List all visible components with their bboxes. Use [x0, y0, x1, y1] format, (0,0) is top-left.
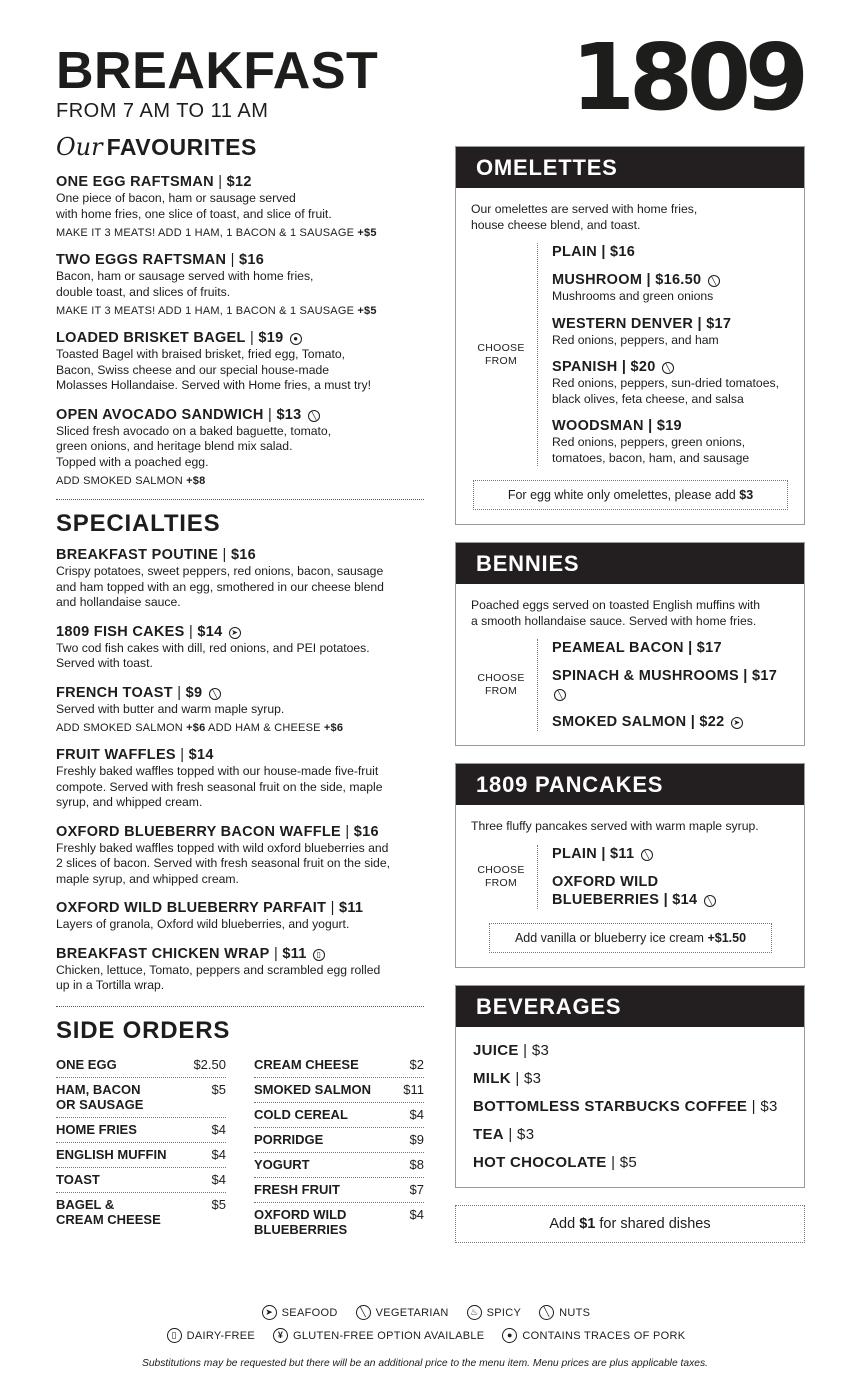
ice-cream-note-price: +$1.50	[707, 930, 747, 945]
item-description: Sliced fresh avocado on a baked baguette, tomato, green onions, and heritage blend mix salad. Topped with a poached egg.	[56, 423, 332, 469]
item-title: BREAKFAST CHICKEN WRAP	[56, 945, 270, 962]
side-order-price: $7	[409, 1181, 424, 1197]
addon-label: MAKE IT 3 MEATS! ADD 1 HAM, 1 BACON & 1 SAUSAGE	[56, 227, 358, 239]
menu-item	[56, 547, 424, 611]
side-order-price: $5	[211, 1196, 226, 1212]
separator: |	[738, 668, 752, 684]
option-title: MUSHROOM	[552, 272, 643, 288]
item-title: BREAKFAST POUTINE	[56, 547, 219, 563]
separator: |	[341, 823, 354, 840]
item-name	[56, 624, 424, 641]
side-order-price: $8	[409, 1156, 424, 1172]
bennies-section	[455, 542, 805, 746]
side-order-price: $4	[409, 1106, 424, 1122]
side-order-row	[254, 1103, 424, 1128]
separator: |	[269, 945, 283, 962]
pork-icon: ●	[290, 333, 302, 345]
menu-item	[56, 747, 424, 811]
separator: |	[172, 684, 186, 701]
item-price: $16	[238, 252, 265, 268]
option-price: $11	[610, 845, 635, 862]
shared-dishes-note	[455, 1205, 805, 1243]
option-title: OXFORD WILD BLUEBERRIES	[552, 873, 660, 908]
option-title: SMOKED SALMON	[552, 714, 687, 730]
item-price: $9	[185, 684, 203, 701]
legend-item	[465, 1305, 522, 1320]
separator: |	[213, 174, 227, 190]
beverage-price: $5	[619, 1153, 638, 1171]
option-name	[552, 271, 790, 289]
separator: |	[597, 244, 611, 260]
option-name	[552, 873, 790, 909]
side-order-name: HAM, BACON OR SAUSAGE	[56, 1081, 144, 1112]
divider	[56, 499, 424, 500]
item-price: $19	[258, 330, 284, 346]
menu-option	[552, 713, 790, 731]
legend-item	[165, 1328, 255, 1343]
side-orders-heading: SIDE ORDERS	[56, 1016, 231, 1044]
side-order-price: $4	[211, 1171, 226, 1187]
beverage-name: TEA	[473, 1125, 504, 1143]
separator: |	[263, 406, 277, 423]
item-addon	[56, 722, 424, 734]
specialties-heading: SPECIALTIES	[56, 510, 221, 537]
dairy-free-icon: ▯	[313, 949, 325, 961]
side-order-row	[254, 1153, 424, 1178]
shared-note-price: $1	[579, 1215, 596, 1232]
vegetarian-icon: ╲	[641, 849, 653, 861]
right-column	[455, 24, 805, 1243]
item-name	[56, 824, 424, 841]
beverages-section	[455, 985, 805, 1188]
option-price: $16	[610, 244, 636, 260]
menu-item	[56, 252, 424, 317]
option-price: $17	[696, 640, 722, 656]
option-name	[552, 417, 790, 435]
item-description: One piece of bacon, ham or sausage served with home fries, one slice of toast, and slice of fruit.	[56, 191, 332, 221]
vegetarian-icon: ╲	[308, 410, 320, 422]
beverage-price: $3	[760, 1097, 778, 1115]
side-order-row	[254, 1203, 424, 1242]
beverage-item	[473, 1149, 787, 1177]
omelettes-intro: Our omelettes are served with home fries, house cheese blend, and toast.	[471, 202, 698, 232]
favourites-list	[56, 174, 424, 487]
item-price: $16	[230, 547, 257, 563]
divider	[56, 1006, 424, 1007]
item-name	[56, 407, 424, 424]
separator: |	[747, 1097, 761, 1115]
item-price: $11	[338, 900, 364, 916]
side-order-price: $9	[409, 1131, 424, 1147]
menu-option	[552, 358, 790, 407]
option-price: $20	[630, 359, 656, 375]
legend-row-1	[0, 1305, 850, 1320]
option-description: Red onions, peppers, sun-dried tomatoes, black olives, feta cheese, and salsa	[552, 376, 779, 406]
menu-item	[56, 624, 424, 672]
addon-price: +$5	[357, 305, 377, 317]
pancakes-section	[455, 763, 805, 968]
option-name	[552, 243, 790, 261]
side-orders-grid	[56, 1053, 424, 1242]
item-title: FRUIT WAFFLES	[56, 747, 176, 763]
pancakes-intro: Three fluffy pancakes served with warm maple syrup.	[471, 819, 759, 833]
side-order-name: OXFORD WILD BLUEBERRIES	[254, 1206, 348, 1237]
side-order-row	[56, 1078, 226, 1118]
legend-label: CONTAINS TRACES OF PORK	[522, 1329, 686, 1342]
side-order-name: PORRIDGE	[254, 1131, 324, 1147]
separator: |	[693, 315, 707, 332]
separator: |	[503, 1125, 518, 1143]
option-title: WOODSMAN	[552, 418, 644, 434]
beverage-item	[473, 1065, 787, 1093]
omelettes-heading: OMELETTES	[456, 147, 804, 188]
item-name	[56, 252, 424, 269]
footer-disclaimer: Substitutions may be requested but there will be an additional price to the menu item. Menu prices are plus applicable taxes.	[141, 1358, 709, 1369]
addon-price: +$6	[186, 722, 206, 734]
menu-item	[56, 407, 424, 488]
restaurant-logo: 1809	[570, 24, 803, 131]
item-name	[56, 547, 424, 564]
nuts-icon: ╲	[539, 1305, 554, 1320]
separator: |	[326, 900, 339, 916]
ice-cream-note	[489, 923, 772, 953]
menu-item	[56, 946, 424, 994]
beverage-name: MILK	[473, 1069, 511, 1087]
side-orders-left	[56, 1053, 226, 1242]
beverage-name: BOTTOMLESS STARBUCKS COFFEE	[473, 1097, 748, 1115]
menu-item	[56, 824, 424, 888]
shared-note-prefix: Add	[549, 1215, 576, 1232]
item-price: $16	[353, 823, 379, 840]
gluten-free-icon: ¥	[273, 1328, 288, 1343]
option-price: $19	[656, 418, 682, 434]
menu-option	[552, 271, 790, 305]
side-order-row	[56, 1053, 226, 1078]
option-description: Red onions, peppers, and ham	[552, 332, 719, 347]
side-order-row	[254, 1078, 424, 1103]
omelettes-section	[455, 146, 805, 525]
favourites-heading	[56, 133, 424, 161]
separator: |	[597, 845, 611, 862]
favourites-script: Our	[56, 133, 103, 161]
side-order-row	[56, 1118, 226, 1143]
item-title: 1809 FISH CAKES	[56, 623, 185, 640]
side-order-price: $2	[409, 1056, 424, 1072]
item-price: $11	[282, 945, 307, 962]
item-title: TWO EGGS RAFTSMAN	[56, 252, 227, 268]
shared-note-suffix: for shared dishes	[599, 1215, 711, 1232]
option-price: $16.50	[655, 272, 702, 288]
item-description: Freshly baked waffles topped with wild oxford blueberries and 2 slices of bacon. Served with fresh seasonal fruit on the side, maple syrup, and whipped cream.	[56, 840, 390, 886]
vegetarian-icon: ╲	[554, 689, 566, 701]
beverage-item	[473, 1037, 787, 1065]
pancakes-choices	[471, 845, 790, 909]
side-orders-right	[254, 1053, 424, 1242]
dairy-free-icon: ▯	[167, 1328, 182, 1343]
addon-price: +$6	[323, 722, 344, 734]
item-price: $12	[226, 174, 252, 190]
menu-option	[552, 845, 790, 863]
side-order-name: HOME FRIES	[56, 1121, 137, 1137]
side-order-name: ONE EGG	[56, 1056, 117, 1072]
item-name	[56, 900, 424, 917]
option-name	[552, 639, 790, 657]
seafood-icon: ➤	[229, 627, 241, 639]
separator: |	[226, 252, 239, 268]
legend-label: VEGETARIAN	[375, 1306, 449, 1319]
item-name	[56, 747, 424, 764]
option-price: $14	[672, 891, 698, 908]
option-title: PLAIN	[552, 244, 597, 260]
addon-label: ADD HAM & CHEESE	[208, 722, 324, 734]
item-title: OXFORD BLUEBERRY BACON WAFFLE	[56, 823, 342, 840]
option-title: SPINACH & MUSHROOMS	[552, 668, 739, 684]
option-name	[552, 315, 790, 333]
menu-item	[56, 330, 424, 394]
item-title: ONE EGG RAFTSMAN	[56, 174, 214, 190]
menu-option	[552, 667, 790, 703]
side-order-name: BAGEL & CREAM CHEESE	[56, 1196, 161, 1227]
item-name	[56, 330, 424, 347]
separator: |	[659, 891, 673, 908]
beverage-name: HOT CHOCOLATE	[473, 1153, 607, 1171]
vegetarian-icon: ╲	[662, 362, 674, 374]
side-order-name: YOGURT	[254, 1156, 310, 1172]
pancake-options	[537, 845, 790, 909]
menu-item	[56, 685, 424, 735]
choose-from-label: CHOOSE FROM	[477, 341, 525, 367]
side-order-row	[254, 1178, 424, 1203]
separator: |	[643, 418, 657, 434]
option-name	[552, 667, 790, 703]
vegetarian-icon: ╲	[356, 1305, 371, 1320]
menu-option	[552, 873, 790, 909]
vegetarian-icon: ╲	[209, 688, 221, 700]
choose-from-label: CHOOSE FROM	[477, 863, 525, 889]
addon-price: +$8	[186, 475, 206, 487]
side-order-name: CREAM CHEESE	[254, 1056, 359, 1072]
side-order-row	[56, 1143, 226, 1168]
beverages-heading: BEVERAGES	[456, 986, 804, 1027]
item-name	[56, 946, 424, 963]
option-description: Red onions, peppers, green onions, tomatoes, bacon, ham, and sausage	[552, 435, 750, 465]
legend-label: SPICY	[486, 1306, 522, 1319]
omelette-options	[537, 243, 790, 466]
menu-item	[56, 900, 424, 933]
separator: |	[617, 359, 631, 375]
legend-item	[537, 1305, 590, 1320]
seafood-icon: ➤	[262, 1305, 277, 1320]
beverages-list	[456, 1027, 804, 1187]
item-description: Freshly baked waffles topped with our house-made five-fruit compote. Served with fresh seasonal fruit on the side, maple syrup, and whipped cream.	[56, 764, 383, 809]
seafood-icon: ➤	[731, 717, 743, 729]
separator: |	[218, 547, 231, 563]
beverage-name: JUICE	[473, 1041, 519, 1059]
vegetarian-icon: ╲	[708, 275, 720, 287]
egg-white-note	[473, 480, 788, 510]
item-price: $14	[188, 747, 214, 763]
addon-label: ADD SMOKED SALMON	[56, 475, 187, 487]
item-addon	[56, 227, 424, 239]
item-price: $13	[276, 406, 302, 423]
addon-price: +$5	[357, 227, 377, 239]
separator: |	[245, 330, 259, 346]
side-order-name: COLD CEREAL	[254, 1106, 348, 1122]
menu-item	[56, 174, 424, 239]
item-description: Layers of granola, Oxford wild blueberries, and yogurt.	[56, 917, 350, 931]
pancakes-heading: 1809 PANCAKES	[456, 764, 804, 805]
legend-label: NUTS	[559, 1306, 591, 1319]
option-name	[552, 845, 790, 863]
item-title: OPEN AVOCADO SANDWICH	[56, 406, 264, 423]
egg-white-note-price: $3	[739, 488, 754, 502]
legend-label: DAIRY-FREE	[186, 1329, 256, 1342]
legend-item	[271, 1328, 484, 1343]
item-name	[56, 685, 424, 702]
legend-item	[354, 1305, 449, 1320]
favourites-title: FAVOURITES	[106, 134, 257, 160]
item-price: $14	[197, 623, 223, 640]
pork-icon: ●	[502, 1328, 517, 1343]
specialties-list	[56, 547, 424, 994]
legend-label: SEAFOOD	[281, 1306, 338, 1319]
item-description: Served with butter and warm maple syrup.	[56, 701, 285, 716]
side-order-name: SMOKED SALMON	[254, 1081, 371, 1097]
option-title: PEAMEAL BACON	[552, 640, 684, 656]
addon-label: MAKE IT 3 MEATS! ADD 1 HAM, 1 BACON & 1 SAUSAGE	[56, 305, 358, 317]
addon-label: ADD SMOKED SALMON	[56, 722, 187, 734]
legend-label: GLUTEN-FREE OPTION AVAILABLE	[293, 1329, 485, 1342]
menu-option	[552, 639, 790, 657]
bennies-options	[537, 639, 790, 731]
item-description: Bacon, ham or sausage served with home fries, double toast, and slices of fruits.	[56, 269, 314, 299]
bennies-choices	[471, 639, 790, 731]
separator: |	[518, 1041, 532, 1059]
beverage-price: $3	[531, 1041, 550, 1059]
choose-from-label: CHOOSE FROM	[477, 672, 525, 697]
side-order-row	[56, 1168, 226, 1193]
egg-white-note-text: For egg white only omelettes, please add	[507, 488, 736, 502]
separator: |	[686, 714, 700, 730]
beverage-price: $3	[517, 1125, 535, 1143]
item-addon	[56, 305, 424, 317]
separator: |	[683, 640, 697, 656]
item-description: Toasted Bagel with braised brisket, fried egg, Tomato, Bacon, Swiss cheese and our special house-made Molasses Hollandaise. Served with Home fries, a must try!	[56, 347, 371, 392]
legend-row-2	[0, 1328, 850, 1343]
item-title: FRENCH TOAST	[56, 684, 173, 701]
separator: |	[642, 272, 656, 288]
separator: |	[175, 747, 189, 763]
ice-cream-note-text: Add vanilla or blueberry ice cream	[514, 930, 704, 945]
page-title: BREAKFAST	[56, 42, 379, 100]
side-order-row	[254, 1128, 424, 1153]
legend-item	[500, 1328, 685, 1343]
serving-hours: FROM 7 AM TO 11 AM	[56, 100, 269, 122]
spicy-icon: ♨	[467, 1305, 482, 1320]
side-order-row	[254, 1053, 424, 1078]
option-description: Mushrooms and green onions	[552, 289, 714, 303]
side-order-name: ENGLISH MUFFIN	[56, 1146, 167, 1162]
legend-item	[260, 1305, 338, 1320]
side-order-price: $5	[211, 1081, 226, 1097]
side-order-price: $2.50	[193, 1056, 226, 1072]
beverage-price: $3	[524, 1069, 542, 1087]
bennies-intro: Poached eggs served on toasted English muffins with a smooth hollandaise sauce. Served with home fries.	[471, 598, 761, 628]
menu-option	[552, 315, 790, 349]
separator: |	[510, 1069, 524, 1087]
option-price: $17	[751, 668, 778, 684]
side-order-price: $4	[211, 1146, 226, 1162]
item-description: Crispy potatoes, sweet peppers, red onions, bacon, sausage and ham topped with an egg, smothered in our cheese blend and hollandaise sauce.	[56, 564, 384, 609]
item-addon	[56, 475, 424, 487]
vegetarian-icon: ╲	[704, 895, 716, 907]
separator: |	[184, 623, 198, 640]
option-price: $22	[699, 714, 725, 730]
beverage-item	[473, 1121, 787, 1149]
side-order-name: TOAST	[56, 1171, 100, 1187]
menu-option	[552, 243, 790, 261]
item-name	[56, 174, 424, 191]
bennies-heading: BENNIES	[456, 543, 804, 584]
side-order-row	[56, 1193, 226, 1232]
item-description: Two cod fish cakes with dill, red onions, and PEI potatoes. Served with toast.	[56, 640, 370, 670]
left-column	[56, 44, 424, 1242]
side-order-price: $11	[403, 1081, 424, 1097]
beverage-item	[473, 1093, 787, 1121]
item-title: OXFORD WILD BLUEBERRY PARFAIT	[56, 900, 327, 916]
omelettes-choices	[471, 243, 790, 466]
item-title: LOADED BRISKET BAGEL	[56, 330, 246, 346]
separator: |	[606, 1153, 620, 1171]
option-title: PLAIN	[552, 845, 597, 862]
side-order-name: FRESH FRUIT	[254, 1181, 340, 1197]
option-title: WESTERN DENVER	[552, 315, 694, 332]
option-name	[552, 358, 790, 376]
side-order-price: $4	[211, 1121, 226, 1137]
side-order-price: $4	[409, 1206, 424, 1222]
option-name	[552, 713, 790, 731]
option-price: $17	[706, 315, 732, 332]
option-title: SPANISH	[552, 359, 618, 375]
item-description: Chicken, lettuce, Tomato, peppers and scrambled egg rolled up in a Tortilla wrap.	[56, 962, 381, 992]
menu-option	[552, 417, 790, 466]
